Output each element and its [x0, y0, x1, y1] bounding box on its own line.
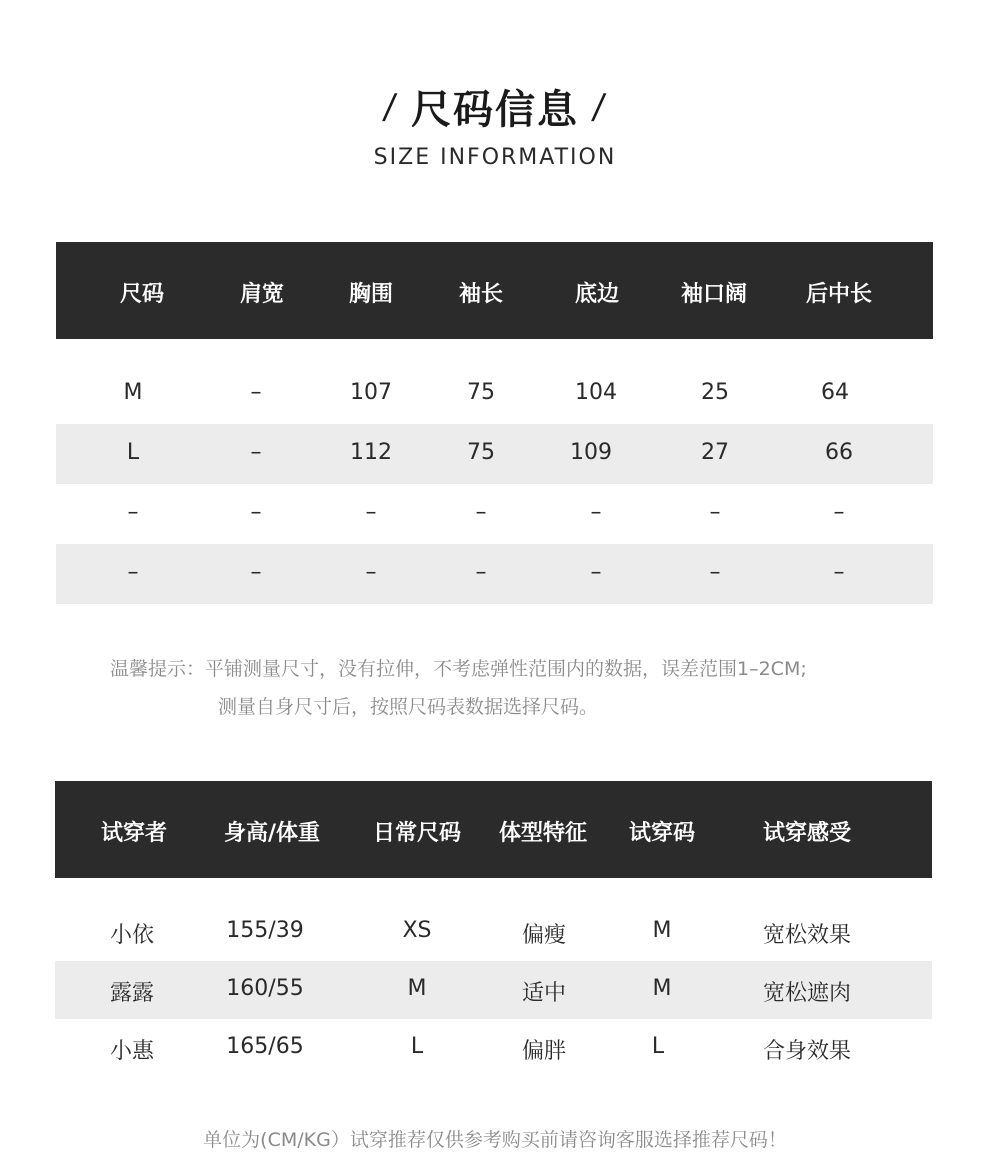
table-cell: 小惠	[109, 1039, 155, 1064]
slash-left: /	[380, 86, 400, 127]
table-cell: 112	[350, 440, 392, 465]
table-cell: –	[250, 440, 262, 465]
table-row	[56, 544, 933, 604]
table-cell: 107	[350, 380, 392, 405]
tip-line-2: 测量自身尺寸后，按照尺码表数据选择尺码。	[218, 696, 599, 718]
slash-right: /	[590, 86, 610, 127]
header-tried-size: 试穿码	[628, 820, 696, 846]
table-cell: 64	[821, 380, 849, 405]
header-size: 尺码	[119, 281, 165, 307]
table-cell: –	[127, 500, 139, 525]
header-cuff: 袖口阔	[680, 281, 748, 307]
tip-line-1: 温馨提示：平铺测量尺寸，没有拉伸，不考虑弹性范围内的数据，误差范围1–2CM;	[110, 658, 807, 680]
table-cell: L	[126, 440, 140, 465]
table-row	[55, 961, 932, 1019]
header-usual-size: 日常尺码	[372, 820, 462, 846]
table-cell: M	[407, 976, 427, 1001]
table-cell: 104	[575, 380, 617, 405]
table-cell: 165/65	[226, 1034, 304, 1059]
table-cell: 适中	[521, 981, 567, 1006]
table-cell: –	[590, 560, 602, 585]
table-cell: 合身效果	[762, 1039, 852, 1064]
header-tester: 试穿者	[100, 820, 168, 846]
table-cell: –	[127, 560, 139, 585]
tryon-table-header	[55, 781, 932, 878]
table-cell: M	[652, 976, 672, 1001]
size-table-header	[56, 242, 933, 339]
table-cell: 宽松效果	[762, 923, 852, 948]
header-hem: 底边	[574, 281, 620, 307]
table-cell: –	[475, 500, 487, 525]
table-row	[55, 903, 932, 961]
table-row	[56, 484, 933, 544]
title-en: SIZE INFORMATION	[373, 145, 617, 170]
table-cell: 66	[825, 440, 853, 465]
title-cn-text: 尺码信息	[411, 87, 579, 133]
table-cell: 109	[570, 440, 612, 465]
table-cell: 小依	[109, 923, 155, 948]
header-fit-feeling: 试穿感受	[762, 820, 852, 846]
measurement-tip	[110, 650, 807, 726]
header-sleeve: 袖长	[458, 281, 504, 307]
table-cell: 偏瘦	[521, 923, 567, 948]
footer-note: 单位为(CM/KG）试穿推荐仅供参考购买前请咨询客服选择推荐尺码！	[203, 1129, 787, 1151]
table-cell: –	[365, 500, 377, 525]
header-length: 后中长	[805, 281, 873, 307]
table-cell: M	[123, 380, 143, 405]
tryon-table	[55, 781, 932, 1077]
table-cell: –	[365, 560, 377, 585]
table-cell: 25	[701, 380, 729, 405]
table-row	[56, 424, 933, 484]
table-cell: L	[651, 1034, 665, 1059]
table-cell: –	[833, 500, 845, 525]
table-cell: –	[833, 560, 845, 585]
table-cell: 160/55	[226, 976, 304, 1001]
section-title	[0, 78, 990, 135]
title-cn	[380, 78, 610, 135]
table-row	[56, 364, 933, 424]
header-height-weight: 身高/体重	[223, 820, 321, 846]
table-cell: 75	[467, 380, 495, 405]
table-cell: –	[590, 500, 602, 525]
size-table	[56, 242, 933, 604]
table-row	[55, 1019, 932, 1077]
table-cell: L	[410, 1034, 424, 1059]
header-body-type: 体型特征	[498, 820, 588, 846]
table-cell: –	[475, 560, 487, 585]
table-cell: –	[250, 500, 262, 525]
table-cell: 75	[467, 440, 495, 465]
table-cell: –	[709, 560, 721, 585]
table-cell: 宽松遮肉	[762, 981, 852, 1006]
table-cell: 露露	[109, 981, 155, 1006]
table-cell: 155/39	[226, 918, 304, 943]
table-cell: XS	[402, 918, 432, 943]
table-cell: M	[652, 918, 672, 943]
header-shoulder: 肩宽	[239, 281, 285, 307]
table-cell: –	[250, 380, 262, 405]
table-cell: –	[709, 500, 721, 525]
header-chest: 胸围	[348, 281, 394, 307]
table-cell: 27	[701, 440, 729, 465]
table-cell: –	[250, 560, 262, 585]
table-cell: 偏胖	[521, 1039, 567, 1064]
